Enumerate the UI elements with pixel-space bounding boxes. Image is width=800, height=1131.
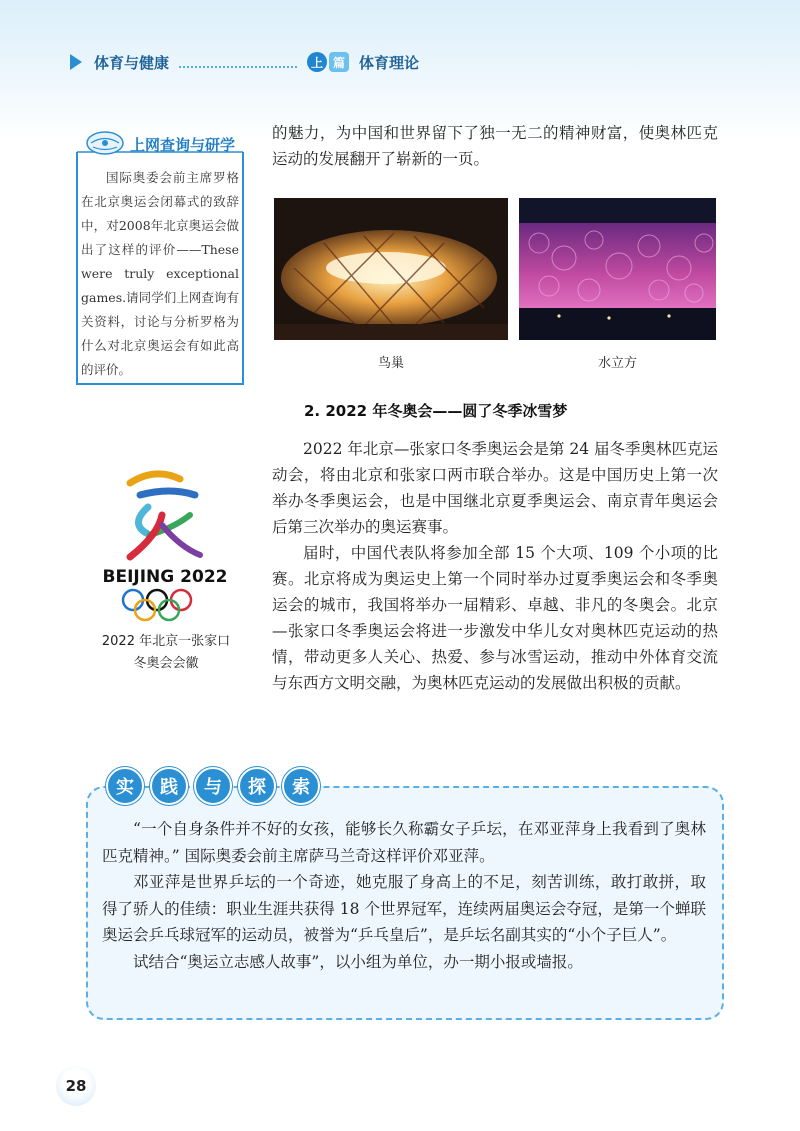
- paragraph-1: 2022 年北京—张家口冬季奥运会是第 24 届冬季奥林匹克运动会，将由北京和张家口两市联合举办。这是中国历史上第一次举办冬季奥运会，也是中国继北京夏季奥运会、南京青年奥运会后第三次举办的奥运赛事。: [272, 440, 718, 536]
- sidebar-text: [81, 166, 239, 382]
- water-cube-caption: 水立方: [597, 356, 637, 371]
- birds-nest-photo: [274, 198, 508, 340]
- title-char: 与: [194, 767, 232, 805]
- research-sidebar: [75, 130, 245, 386]
- emblem-caption: [78, 631, 254, 675]
- emblem-wordmark: BEIJING 2022: [102, 567, 228, 587]
- part-badge-square: 篇: [329, 52, 349, 72]
- page-number: 28: [56, 1066, 96, 1106]
- emblem-caption-line1: 2022 年北京一张家口: [101, 634, 231, 649]
- paragraph-continued: 的魅力，为中国和世界留下了独一无二的精神财富，使奥林匹克运动的发展翻开了崭新的一页。: [272, 124, 718, 168]
- main-text-body: [272, 436, 718, 696]
- book-title: 体育与健康: [94, 53, 170, 72]
- water-cube-photo: [519, 198, 716, 340]
- title-char: 探: [238, 767, 276, 805]
- title-char: 索: [282, 767, 320, 805]
- running-header: [70, 50, 419, 74]
- section-title: 体育理论: [359, 53, 420, 72]
- sidebar-paragraph: 国际奥委会前主席罗格在北京奥运会闭幕式的致辞中，对2008年北京奥运会做出了这样的评价——These were truly exceptional games.请同学们上网查询有关资料，讨论与分析罗格为什么对北京奥运会有如此高的评价。: [81, 170, 239, 377]
- practice-paragraph-1: “一个自身条件并不好的女孩，能够长久称霸女子乒坛，在邓亚萍身上我看到了奥林匹克精神。” 国际奥委会前主席萨马兰奇这样评价邓亚萍。: [102, 820, 706, 865]
- title-char: 实: [106, 767, 144, 805]
- emblem-caption-line2: 冬奥会会徽: [133, 656, 199, 671]
- section-subheading: 2. 2022 年冬奥会——圆了冬季冰雪梦: [304, 402, 568, 420]
- birds-nest-caption: 鸟巢: [377, 356, 404, 371]
- triangle-arrow-icon: [70, 54, 82, 70]
- dotted-leader: [179, 56, 297, 68]
- paragraph-2: 届时，中国代表队将参加全部 15 个大项、109 个小项的比赛。北京将成为奥运史上第一个同时举办过夏季奥运会和冬季奥运会的城市，我国将举办一届精彩、卓越、非凡的冬奥会。北京—张家口冬季奥运会将进一步激发中华儿女对奥林匹克运动的热情，带动更多人关心、热爱、参与冰雪运动，推动中外体育交流与东西方文明交融，为奥林匹克运动的发展做出积极的贡献。: [272, 544, 718, 692]
- practice-paragraph-2: 邓亚萍是世界乒坛的一个奇迹，她克服了身高上的不足，刻苦训练，敢打敢拼，取得了骄人的佳绩：职业生涯共获得 18 个世界冠军，连续两届奥运会夺冠，是第一个蝉联奥运会乒乓球冠军的运动员，被誉为“乒乓皇后”，是乒坛名副其实的“小个子巨人”。: [102, 873, 706, 944]
- practice-title: [106, 767, 326, 805]
- beijing-2022-emblem-icon: [100, 465, 230, 630]
- practice-text: [102, 816, 706, 975]
- sidebar-title: 上网查询与研学: [130, 136, 236, 154]
- title-char: 践: [150, 767, 188, 805]
- main-text-top: [272, 120, 718, 172]
- globe-mouse-icon: [85, 130, 125, 156]
- part-badge-circle: 上: [307, 52, 327, 72]
- practice-paragraph-3: 试结合“奥运立志感人故事”，以小组为单位，办一期小报或墙报。: [133, 952, 583, 971]
